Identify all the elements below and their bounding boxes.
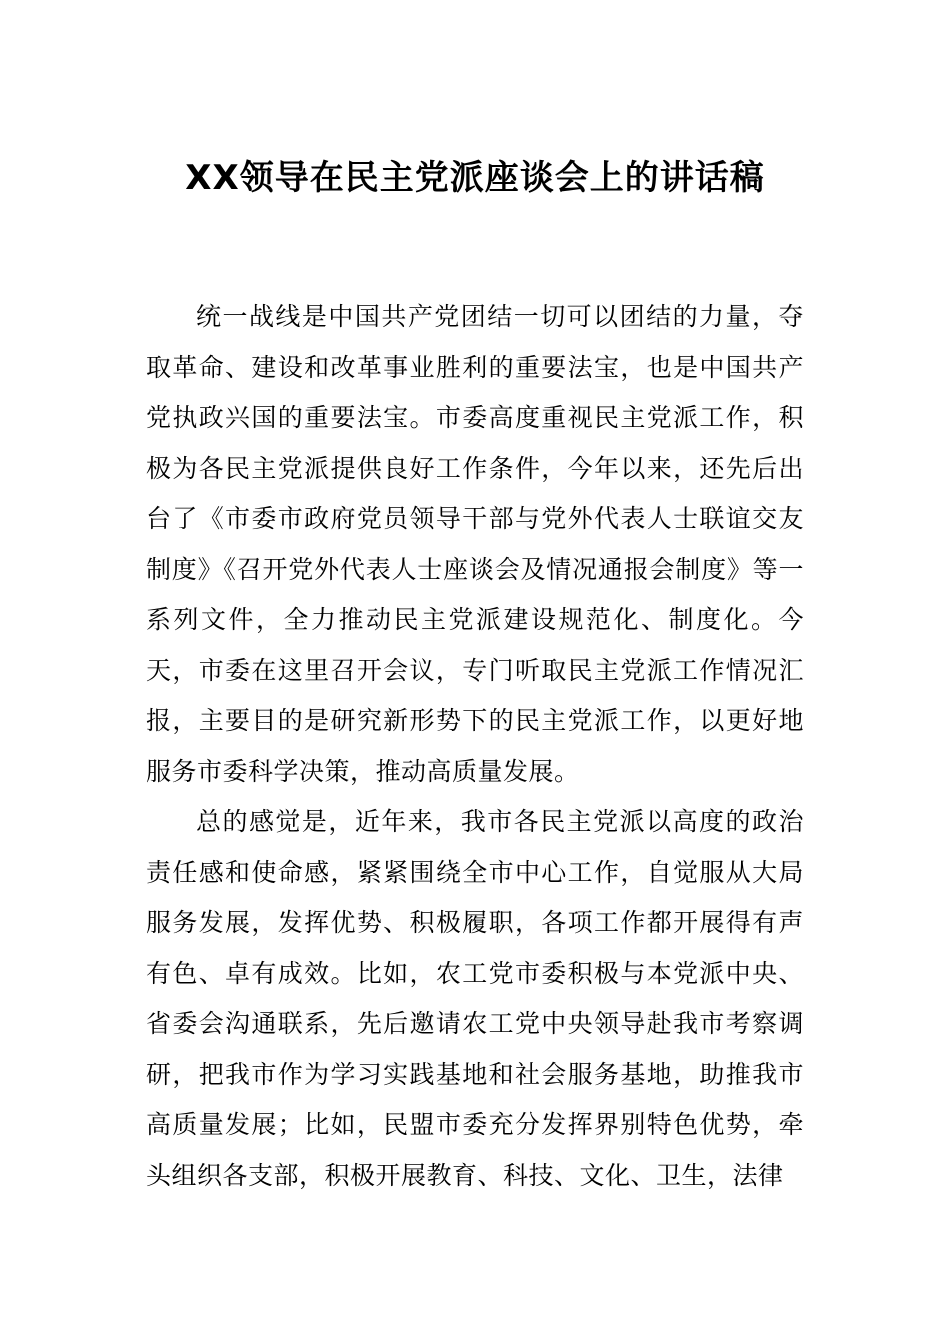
document-body [146, 292, 804, 1201]
document-title: XX领导在民主党派座谈会上的讲话稿 [185, 158, 765, 198]
body-paragraph-2: 总的感觉是，近年来，我市各民主党派以高度的政治责任感和使命感，紧紧围绕全市中心工作，自觉服从大局服务发展，发挥优势、积极履职，各项工作都开展得有声有色、卓有成效。比如，农工党市委积极与本党派中央、省委会沟通联系，先后邀请农工党中央领导赴我市考察调研，把我市作为学习实践基地和社会服务基地，助推我市高质量发展；比如，民盟市委充分发挥界别特色优势，牵头组织各支部，积极开展教育、科技、文化、卫生，法律 [146, 807, 804, 1190]
body-paragraph-1: 统一战线是中国共产党团结一切可以团结的力量，夺取革命、建设和改革事业胜利的重要法宝，也是中国共产党执政兴国的重要法宝。市委高度重视民主党派工作，积极为各民主党派提供良好工作条件，今年以来，还先后出台了《市委市政府党员领导干部与党外代表人士联谊交友制度》《召开党外代表人士座谈会及情况通报会制度》等一系列文件，全力推动民主党派建设规范化、制度化。今天，市委在这里召开会议，专门听取民主党派工作情况汇报，主要目的是研究新形势下的民主党派工作，以更好地服务市委科学决策，推动高质量发展。 [146, 302, 804, 786]
